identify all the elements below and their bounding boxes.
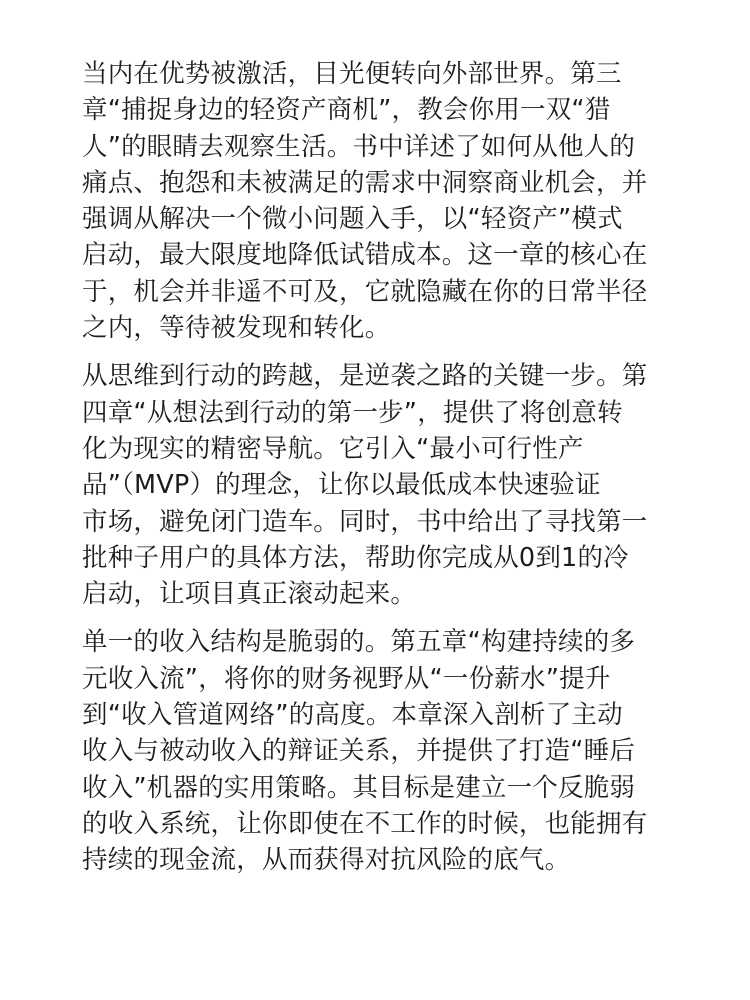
text-line: 启动，最大限度地降低试错成本。这一章的核心在: [82, 240, 648, 271]
text-line: 市场，避免闭门造车。同时，书中给出了寻找第一: [82, 506, 648, 537]
text-line: 收入与被动收入的辩证关系，并提供了打造“睡后: [82, 736, 636, 767]
paragraph-2: [82, 358, 672, 612]
text-line: 痛点、抱怨和未被满足的需求中洞察商业机会，并: [82, 167, 648, 198]
text-line: 持续的现金流，从而获得对抗风险的底气。: [82, 845, 571, 876]
text-line: 批种子用户的具体方法，帮助你完成从0到1的冷: [82, 542, 629, 573]
text-line: 强调从解决一个微小问题入手，以“轻资产”模式: [82, 204, 623, 235]
text-line: 章“捕捉身边的轻资产商机”，教会你用一双“猎: [82, 95, 611, 126]
paragraph-1: [82, 56, 672, 346]
text-line: 当内在优势被激活，目光便转向外部世界。第三: [82, 59, 622, 89]
text-line: 元收入流”，将你的财务视野从“一份薪水”提升: [82, 663, 611, 694]
text-line: 收入”机器的实用策略。其目标是建立一个反脆弱: [82, 772, 636, 803]
text-line: 启动，让项目真正滚动起来。: [82, 579, 417, 610]
text-line: 单一的收入结构是脆弱的。第五章“构建持续的多: [82, 627, 636, 658]
text-line: 品”（MVP）的理念，让你以最低成本快速验证: [82, 470, 601, 501]
text-line: 于，机会并非遥不可及，它就隐藏在你的日常半径: [82, 276, 648, 307]
article-body: [82, 56, 672, 891]
text-line: 之内，等待被发现和转化。: [82, 313, 391, 344]
text-line: 人”的眼睛去观察生活。书中详述了如何从他人的: [82, 131, 636, 162]
text-line: 到“收入管道网络”的高度。本章深入剖析了主动: [82, 700, 623, 731]
text-line: 四章“从想法到行动的第一步”，提供了将创意转: [82, 397, 623, 428]
paragraph-3: [82, 624, 672, 878]
text-line: 化为现实的精密导航。它引入“最小可行性产: [82, 433, 584, 464]
text-line: 从思维到行动的跨越，是逆袭之路的关键一步。第: [82, 361, 648, 392]
text-line: 的收入系统，让你即使在不工作的时候，也能拥有: [82, 808, 648, 839]
